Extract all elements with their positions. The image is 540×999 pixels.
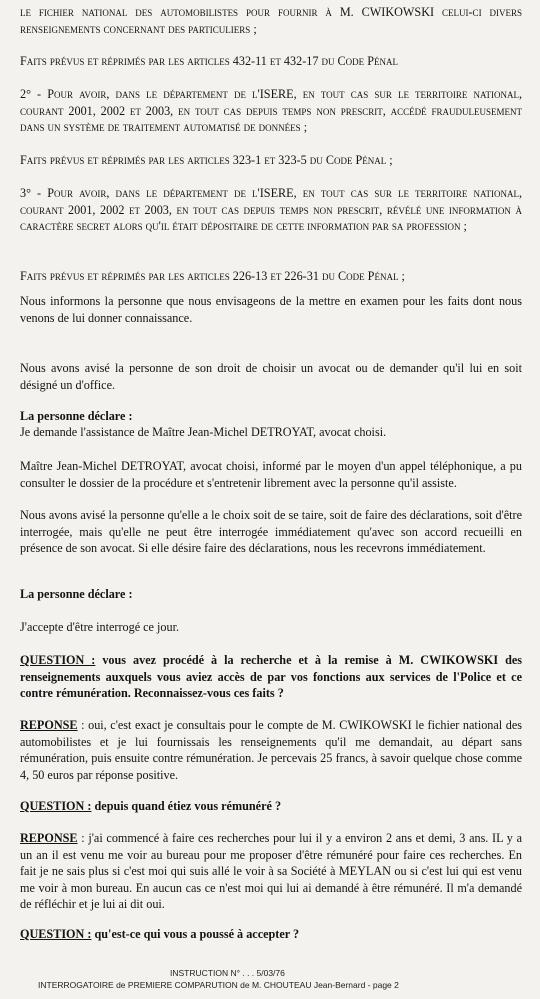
reponse-label: REPONSE — [20, 718, 78, 732]
choix-paragraph: Nous avons avisé la personne qu'elle a le choix soit de se taire, soit de faire des déclarations, soit d'être interrogée, mais qu'elle ne peut être interrogée immédiatement qu'avec son accord recueilli en présence de son avocat. Si elle désire faire des déclarations, nous les recevrons immédiatement. — [20, 508, 522, 555]
declaration-text-2: J'accepte d'être interrogé ce jour. — [20, 620, 180, 634]
question-label: QUESTION : — [20, 927, 92, 941]
question-3 — [20, 926, 522, 943]
avocat-paragraph: Nous avons avisé la personne de son droit de choisir un avocat ou de demander qu'il lui en soit désigné un d'office. — [20, 361, 522, 392]
reponse-1 — [20, 717, 522, 783]
charge-3-paragraph: 3° - Pour avoir, dans le département de l'ISERE, en tout cas sur le territoire national, courant 2001, 2002 et 2003, en tout cas depuis temps non prescrit, révélé une information à caractère secret alors qu'il était dépositaire de cette information par sa profession ; — [20, 186, 522, 233]
question-label: QUESTION : — [20, 799, 92, 813]
question-1 — [20, 652, 522, 702]
question-2 — [20, 798, 522, 815]
mise-en-examen-paragraph: Nous informons la personne que nous envisageons de la mettre en examen pour les faits dont nous venons de lui donner connaissance. — [20, 294, 522, 325]
footer-instruction: INSTRUCTION N° . . . 5/03/76 — [170, 968, 285, 978]
maitre-paragraph: Maître Jean-Michel DETROYAT, avocat choisi, informé par le moyen d'un appel téléphonique, a pu consulter le dossier de la procédure et s'entretenir librement avec la personne qu'il assiste. — [20, 459, 522, 490]
intro-paragraph: le fichier national des automobilistes pour fournir à M. CWIKOWSKI celui-ci divers renseignements concernant des particuliers ; — [20, 5, 522, 36]
charges-articles-1: Faits prévus et réprimés par les articles 432-11 et 432-17 du Code Pénal — [20, 54, 398, 68]
question-2-text: depuis quand étiez vous rémunéré ? — [91, 799, 282, 813]
charge-2-paragraph: 2° - Pour avoir, dans le département de l'ISERE, en tout cas sur le territoire national, courant 2001, 2002 et 2003, en tout cas depuis temps non prescrit, accédé frauduleusement dans un système de traitement automatisé de données ; — [20, 87, 522, 134]
question-label: QUESTION : — [20, 653, 96, 667]
reponse-1-text: : oui, c'est exact je consultais pour le compte de M. CWIKOWSKI le fichier national des automobilistes et je lui fournissais les renseignements qu'il me demandait, au départ sans rémunération, puis ensuite contre rémunération. Je percevais 25 francs, à savoir quelque chose comme 4, 50 euros par réponse positive. — [20, 718, 522, 782]
declaration-label-1: La personne déclare : — [20, 409, 133, 423]
charges-articles-2: Faits prévus et réprimés par les articles 323-1 et 323-5 du Code Pénal ; — [20, 153, 393, 167]
reponse-2 — [20, 830, 522, 913]
reponse-2-text: : j'ai commencé à faire ces recherches pour lui il y a environ 2 ans et demi, 3 ans. IL y a un an il est venu me voir au bureau pour me proposer d'être rémunéré pour faire ces recherches. En fait je ne sais plus si c'est moi qui suis allé le voir à sa Société à MEYLAN ou si c'est lui qui est venu me voir à mon bureau. En aucun cas ce n'est moi qui lui ai demandé à être rémunéré. Il m'a demandé de réfléchir et je lui ai dit oui. — [20, 831, 522, 911]
reponse-label: REPONSE — [20, 831, 78, 845]
question-3-text: qu'est-ce qui vous a poussé à accepter ? — [91, 927, 300, 941]
question-1-text: vous avez procédé à la recherche et à la remise à M. CWIKOWSKI des renseignements auxquels vous aviez accès de par vos fonctions aux services de l'Police et ce contre rémunération. Reconnaissez-vous ces faits ? — [20, 653, 523, 700]
charges-articles-3: Faits prévus et réprimés par les articles 226-13 et 226-31 du Code Pénal ; — [20, 269, 405, 283]
declaration-text-1: Je demande l'assistance de Maître Jean-Michel DETROYAT, avocat choisi. — [20, 425, 387, 439]
declaration-label-2: La personne déclare : — [20, 587, 133, 601]
footer-title: INTERROGATOIRE de PREMIERE COMPARUTION de M. CHOUTEAU Jean-Bernard - page 2 — [38, 980, 399, 990]
